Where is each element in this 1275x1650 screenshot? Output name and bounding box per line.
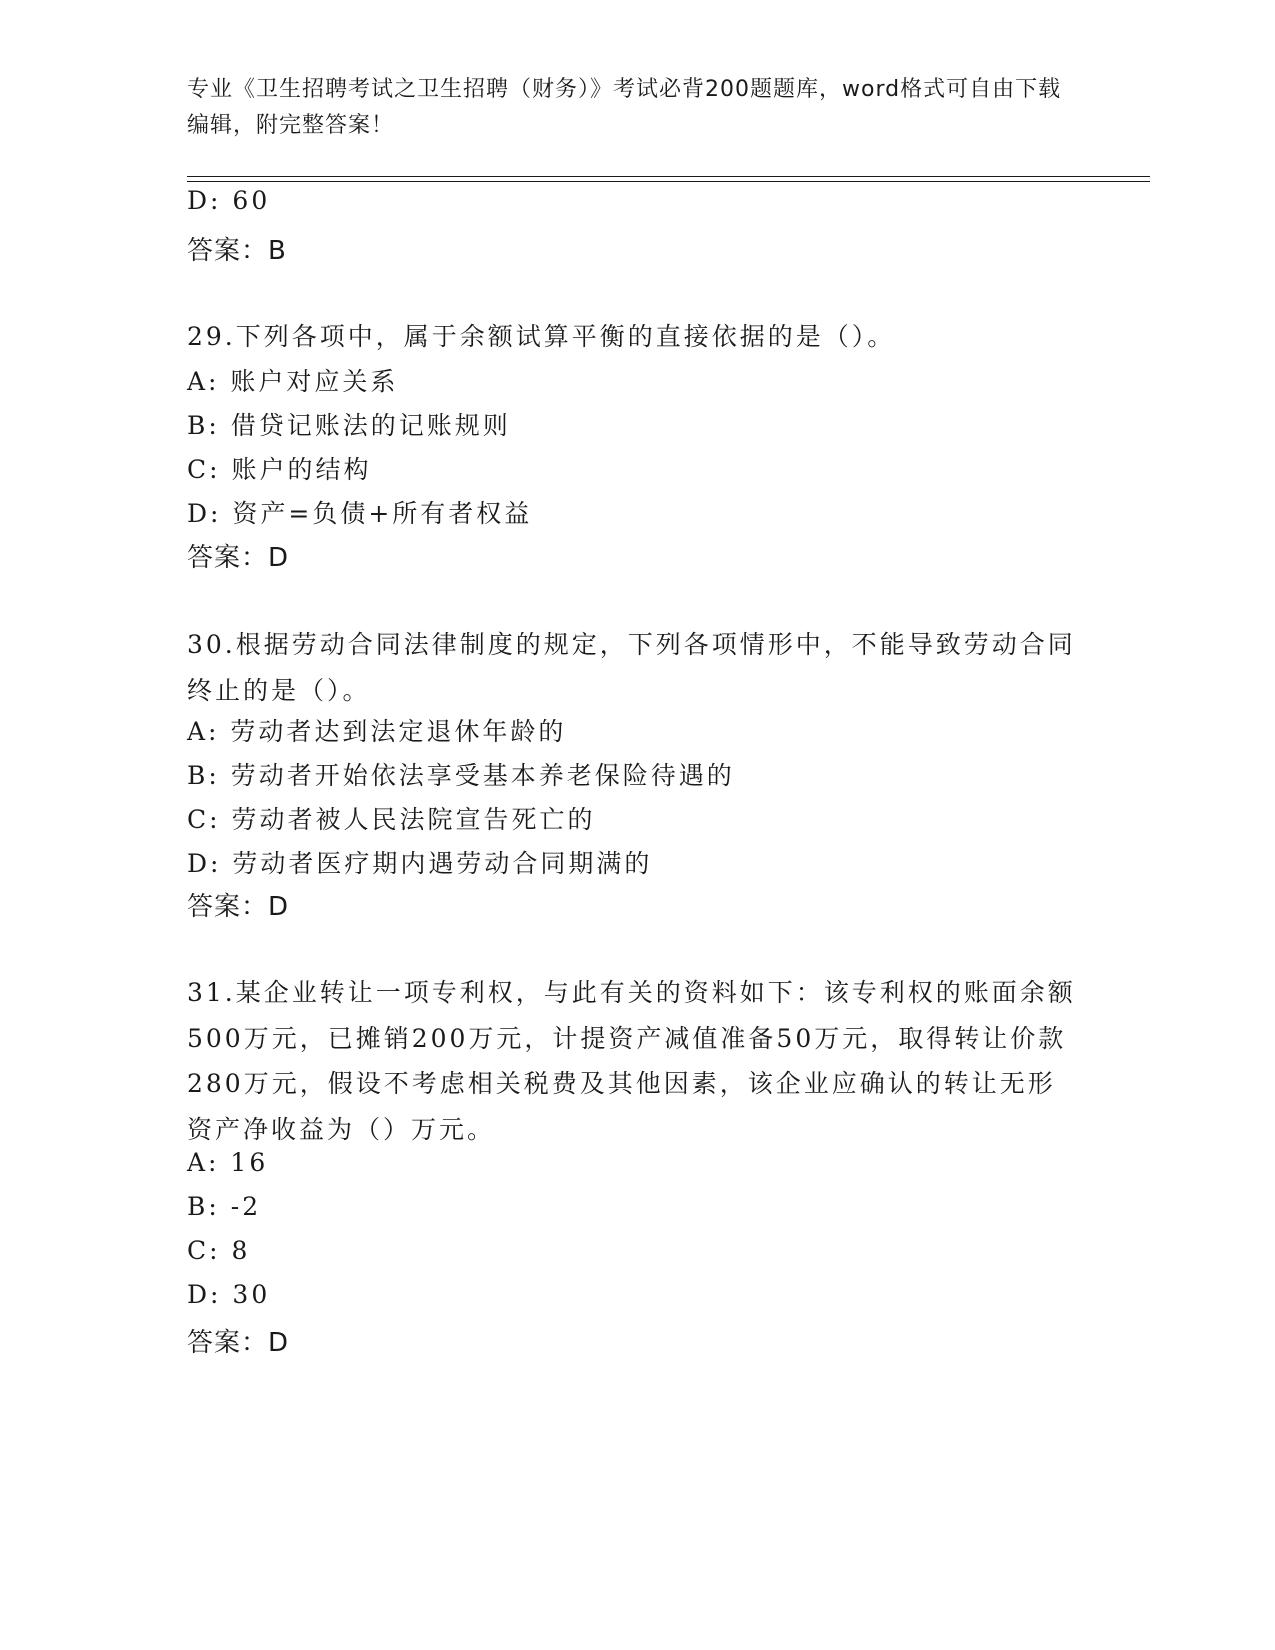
question-29-answer: 答案：D: [187, 543, 290, 573]
question-29-stem: 29.下列各项中，属于余额试算平衡的直接依据的是（）。: [187, 322, 896, 351]
question-29-option-b: B: 借贷记账法的记账规则: [187, 411, 511, 440]
question-31-stem: 31.某企业转让一项专利权，与此有关的资料如下：该专利权的账面余额500万元，已摊销200万元，计提资产减值准备50万元，取得转让价款280万元，假设不考虑相关税费及其他因素，该企业应确认的转让无形资产净收益为（）万元。: [187, 978, 1076, 1144]
prev-answer: 答案：B: [187, 236, 287, 266]
question-31-option-d: D: 30: [187, 1280, 271, 1309]
question-31-option-c: C: 8: [187, 1236, 251, 1265]
question-30-option-d: D: 劳动者医疗期内遇劳动合同期满的: [187, 849, 653, 878]
question-31-answer: 答案：D: [187, 1328, 290, 1358]
question-30-answer: 答案：D: [187, 892, 290, 922]
question-29-option-c: C: 账户的结构: [187, 455, 372, 484]
question-30-option-c: C: 劳动者被人民法院宣告死亡的: [187, 805, 596, 834]
question-29-option-d: D: 资产=负债+所有者权益: [187, 499, 533, 528]
prev-option-d: D: 60: [187, 186, 271, 215]
question-30-option-b: B: 劳动者开始依法享受基本养老保险待遇的: [187, 761, 735, 790]
header-divider-top: [187, 176, 1150, 177]
document-header: 专业《卫生招聘考试之卫生招聘（财务）》考试必背200题题库，word格式可自由下载编辑，附完整答案！: [187, 77, 1062, 138]
question-30-option-a: A: 劳动者达到法定退休年龄的: [187, 717, 567, 746]
header-divider-bottom: [187, 181, 1150, 182]
question-30-stem: 30.根据劳动合同法律制度的规定，下列各项情形中，不能导致劳动合同终止的是（）。: [187, 630, 1076, 705]
question-31-option-b: B: -2: [187, 1192, 262, 1221]
question-29-option-a: A: 账户对应关系: [187, 367, 399, 396]
question-31-option-a: A: 16: [187, 1148, 269, 1177]
